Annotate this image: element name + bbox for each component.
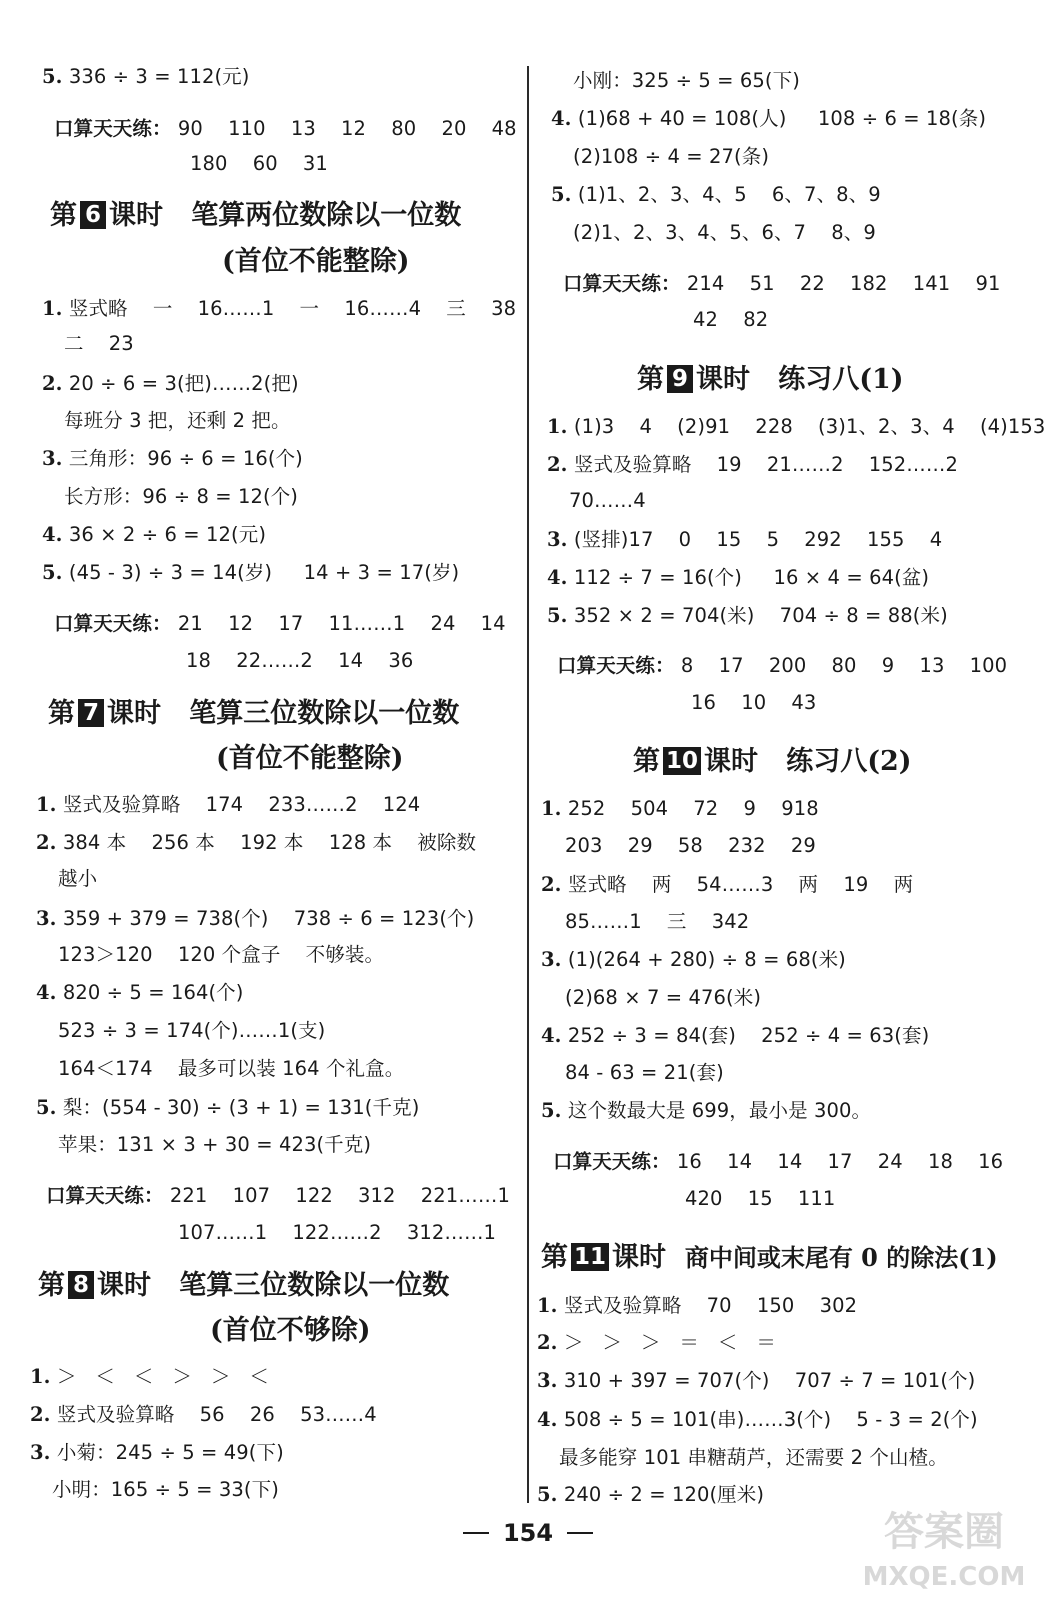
- answer-line-cont: 小刚：325 ÷ 5 = 65(下): [573, 69, 800, 92]
- answer-line: 4. 36 × 2 ÷ 6 = 12(元): [42, 523, 267, 546]
- answer-line: 1. 竖式略 一 16……1 一 16……4 三 38: [42, 297, 517, 320]
- answer-line: 3. 三角形：96 ÷ 6 = 16(个): [42, 447, 303, 470]
- answer-line: 4. 508 ÷ 5 = 101(串)……3(个) 5 - 3 = 2(个): [537, 1408, 978, 1431]
- watermark-top: 答案圈: [884, 1509, 1004, 1555]
- answer-line: 2. 竖式略 两 54……3 两 19 两: [541, 873, 914, 896]
- answer-line: 3. 359 + 379 = 738(个) 738 ÷ 6 = 123(个): [36, 907, 475, 930]
- answer-line: 5. (45 - 3) ÷ 3 = 14(岁) 14 + 3 = 17(岁): [42, 561, 460, 584]
- answer-line-cont: 523 ÷ 3 = 174(个)……1(支): [58, 1019, 326, 1042]
- answer-line: 1. (1)3 4 (2)91 228 (3)1、2、3、4 (4)153: [547, 415, 1046, 438]
- answer-line: 5. 336 ÷ 3 = 112(元): [42, 65, 250, 88]
- answer-line: 1. ＞ ＜ ＜ ＞ ＞ ＜: [30, 1365, 269, 1388]
- page-number: 154: [0, 1518, 1056, 1548]
- answer-line: 4. 252 ÷ 3 = 84(套) 252 ÷ 4 = 63(套): [541, 1024, 930, 1047]
- answer-line-cont: 123＞120 120 个盒子 不够装。: [58, 943, 385, 966]
- answer-line: 3. 310 + 397 = 707(个) 707 ÷ 7 = 101(个): [537, 1369, 976, 1392]
- answer-line-cont: 越小: [58, 867, 98, 890]
- answer-line-cont: 最多能穿 101 串糖葫芦，还需要 2 个山楂。: [559, 1446, 948, 1469]
- answer-line-cont: 164＜174 最多可以装 164 个礼盒。: [58, 1057, 405, 1080]
- oral-practice-cont: 16 10 43: [691, 691, 817, 714]
- oral-practice: 口算天天练： 214 51 22 182 141 91: [563, 272, 1001, 295]
- lesson-9-heading: 第 9 课时 练习八(1): [637, 364, 904, 395]
- answer-line: 2. 384 本 256 本 192 本 128 本 被除数: [36, 831, 477, 854]
- answer-line-cont: 每班分 3 把，还剩 2 把。: [64, 409, 291, 432]
- answer-line-cont: 苹果：131 × 3 + 30 = 423(千克): [58, 1133, 372, 1156]
- oral-practice: 口算天天练： 221 107 122 312 221……1: [46, 1184, 510, 1207]
- oral-practice-cont: 107……1 122……2 312……1: [178, 1221, 497, 1244]
- answer-line-cont: (2)1、2、3、4、5、6、7 8、9: [573, 221, 876, 244]
- answer-line: 5. 240 ÷ 2 = 120(厘米): [537, 1483, 765, 1506]
- oral-practice: 口算天天练： 16 14 14 17 24 18 16: [553, 1150, 1004, 1173]
- oral-practice: 口算天天练： 21 12 17 11……1 24 14: [54, 612, 506, 635]
- answer-line: 5. 这个数最大是 699，最小是 300。: [541, 1099, 872, 1122]
- answer-line-cont: 84 - 63 = 21(套): [565, 1061, 724, 1084]
- answer-line: 5. 352 × 2 = 704(米) 704 ÷ 8 = 88(米): [547, 604, 948, 627]
- answer-line: 5. 梨：(554 - 30) ÷ (3 + 1) = 131(千克): [36, 1096, 420, 1119]
- dash-right: [567, 1532, 593, 1534]
- answer-line: 3. (1)(264 + 280) ÷ 8 = 68(米): [541, 948, 846, 971]
- lesson-11-heading: 第 11 课时 商中间或末尾有 0 的除法(1): [541, 1242, 998, 1273]
- answer-line: 1. 竖式及验算略 70 150 302: [537, 1294, 858, 1317]
- lesson-number-badge: 11: [571, 1243, 609, 1271]
- answer-line: 4. 112 ÷ 7 = 16(个) 16 × 4 = 64(盆): [547, 566, 930, 589]
- lesson-number-badge: 9: [667, 365, 693, 393]
- lesson-number-badge: 7: [78, 699, 104, 727]
- answer-line: 4. 820 ÷ 5 = 164(个): [36, 981, 244, 1004]
- lesson-10-heading: 第 10 课时 练习八(2): [633, 746, 912, 777]
- lesson-7-subtitle: (首位不能整除): [216, 743, 404, 774]
- answer-line-cont: 小明：165 ÷ 5 = 33(下): [52, 1478, 279, 1501]
- answer-line: 1. 252 504 72 9 918: [541, 797, 819, 820]
- answer-line: 5. (1)1、2、3、4、5 6、7、8、9: [551, 183, 881, 206]
- answer-line: 4. (1)68 + 40 = 108(人) 108 ÷ 6 = 18(条): [551, 107, 987, 130]
- answer-line-cont: (2)108 ÷ 4 = 27(条): [573, 145, 770, 168]
- oral-practice-cont: 18 22……2 14 36: [186, 649, 414, 672]
- oral-practice-cont: 180 60 31: [190, 152, 328, 175]
- lesson-8-subtitle: (首位不够除): [210, 1315, 371, 1346]
- oral-practice: 口算天天练： 8 17 200 80 9 13 100: [557, 654, 1008, 677]
- answer-line-cont: 85……1 三 342: [565, 910, 750, 933]
- oral-practice: 口算天天练： 90 110 13 12 80 20 48: [54, 117, 517, 140]
- oral-practice-cont: 420 15 111: [685, 1187, 836, 1210]
- lesson-number-badge: 10: [663, 747, 701, 775]
- lesson-number-badge: 6: [80, 201, 106, 229]
- answer-line: 2. 竖式及验算略 56 26 53……4: [30, 1403, 377, 1426]
- lesson-7-heading: 第 7 课时 笔算三位数除以一位数: [48, 698, 460, 729]
- answer-line: 3. 小菊：245 ÷ 5 = 49(下): [30, 1441, 284, 1464]
- answer-line: 1. 竖式及验算略 174 233……2 124: [36, 793, 421, 816]
- answer-line: 3. (竖排)17 0 15 5 292 155 4: [547, 528, 943, 551]
- answer-line-cont: 长方形：96 ÷ 8 = 12(个): [64, 485, 299, 508]
- answer-line-cont: 203 29 58 232 29: [565, 834, 816, 857]
- oral-practice-cont: 42 82: [693, 308, 769, 331]
- answer-line-cont: 70……4: [569, 489, 646, 512]
- answer-line: 2. 20 ÷ 6 = 3(把)……2(把): [42, 372, 299, 395]
- lesson-8-heading: 第 8 课时 笔算三位数除以一位数: [38, 1270, 450, 1301]
- lesson-6-heading: 第 6 课时 笔算两位数除以一位数: [50, 200, 462, 231]
- answer-line: 2. ＞ ＞ ＞ ＝ ＜ ＝: [537, 1331, 776, 1354]
- answer-line-cont: 二 23: [64, 332, 134, 355]
- answer-line: 2. 竖式及验算略 19 21……2 152……2: [547, 453, 959, 476]
- watermark-bottom: MXQE.COM: [862, 1562, 1026, 1592]
- answer-line-cont: (2)68 × 7 = 476(米): [565, 986, 762, 1009]
- column-divider: [527, 66, 529, 1503]
- lesson-6-subtitle: (首位不能整除): [222, 246, 410, 277]
- dash-left: [463, 1532, 489, 1534]
- lesson-number-badge: 8: [68, 1271, 94, 1299]
